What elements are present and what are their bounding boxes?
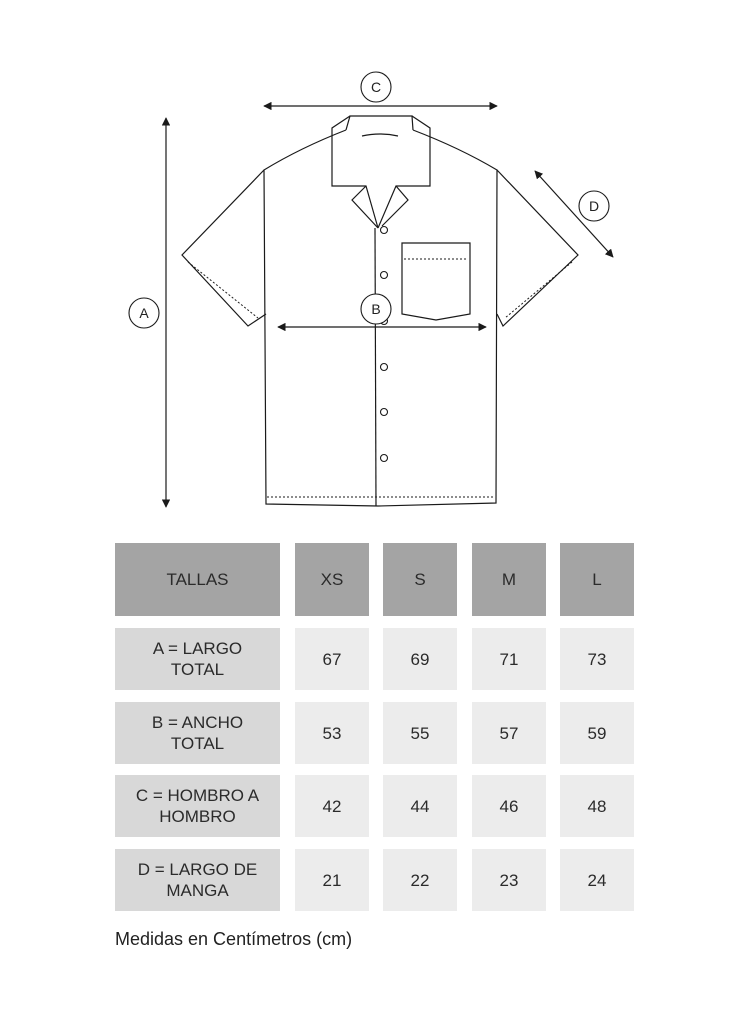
shirt-button: [381, 227, 388, 234]
row-label-c: C = HOMBRO A HOMBRO: [115, 775, 280, 837]
header-size-l: L: [560, 543, 634, 616]
value-cell: 24: [560, 849, 634, 911]
value-cell: 59: [560, 702, 634, 764]
header-tallas: TALLAS: [115, 543, 280, 616]
value-cell: 71: [472, 628, 546, 690]
measure-markers: [129, 72, 609, 328]
row-label-a: A = LARGO TOTAL: [115, 628, 280, 690]
shirt-button: [381, 455, 388, 462]
value-cell: 22: [383, 849, 457, 911]
header-size-xs: XS: [295, 543, 369, 616]
header-size-s: S: [383, 543, 457, 616]
value-cell: 48: [560, 775, 634, 837]
shirt-button: [381, 272, 388, 279]
value-cell: 73: [560, 628, 634, 690]
value-cell: 53: [295, 702, 369, 764]
value-cell: 57: [472, 702, 546, 764]
value-cell: 44: [383, 775, 457, 837]
buttons: [381, 227, 388, 462]
shirt-button: [381, 409, 388, 416]
value-cell: 69: [383, 628, 457, 690]
marker-c: C: [370, 79, 382, 95]
value-cell: 21: [295, 849, 369, 911]
marker-d: D: [588, 198, 600, 214]
shirt-button: [381, 364, 388, 371]
value-cell: 67: [295, 628, 369, 690]
value-cell: 23: [472, 849, 546, 911]
row-label-b: B = ANCHO TOTAL: [115, 702, 280, 764]
marker-a: A: [139, 305, 149, 321]
units-note: Medidas en Centímetros (cm): [115, 929, 353, 949]
header-size-m: M: [472, 543, 546, 616]
value-cell: 42: [295, 775, 369, 837]
row-label-d: D = LARGO DE MANGA: [115, 849, 280, 911]
value-cell: 55: [383, 702, 457, 764]
marker-b: B: [371, 301, 381, 317]
value-cell: 46: [472, 775, 546, 837]
